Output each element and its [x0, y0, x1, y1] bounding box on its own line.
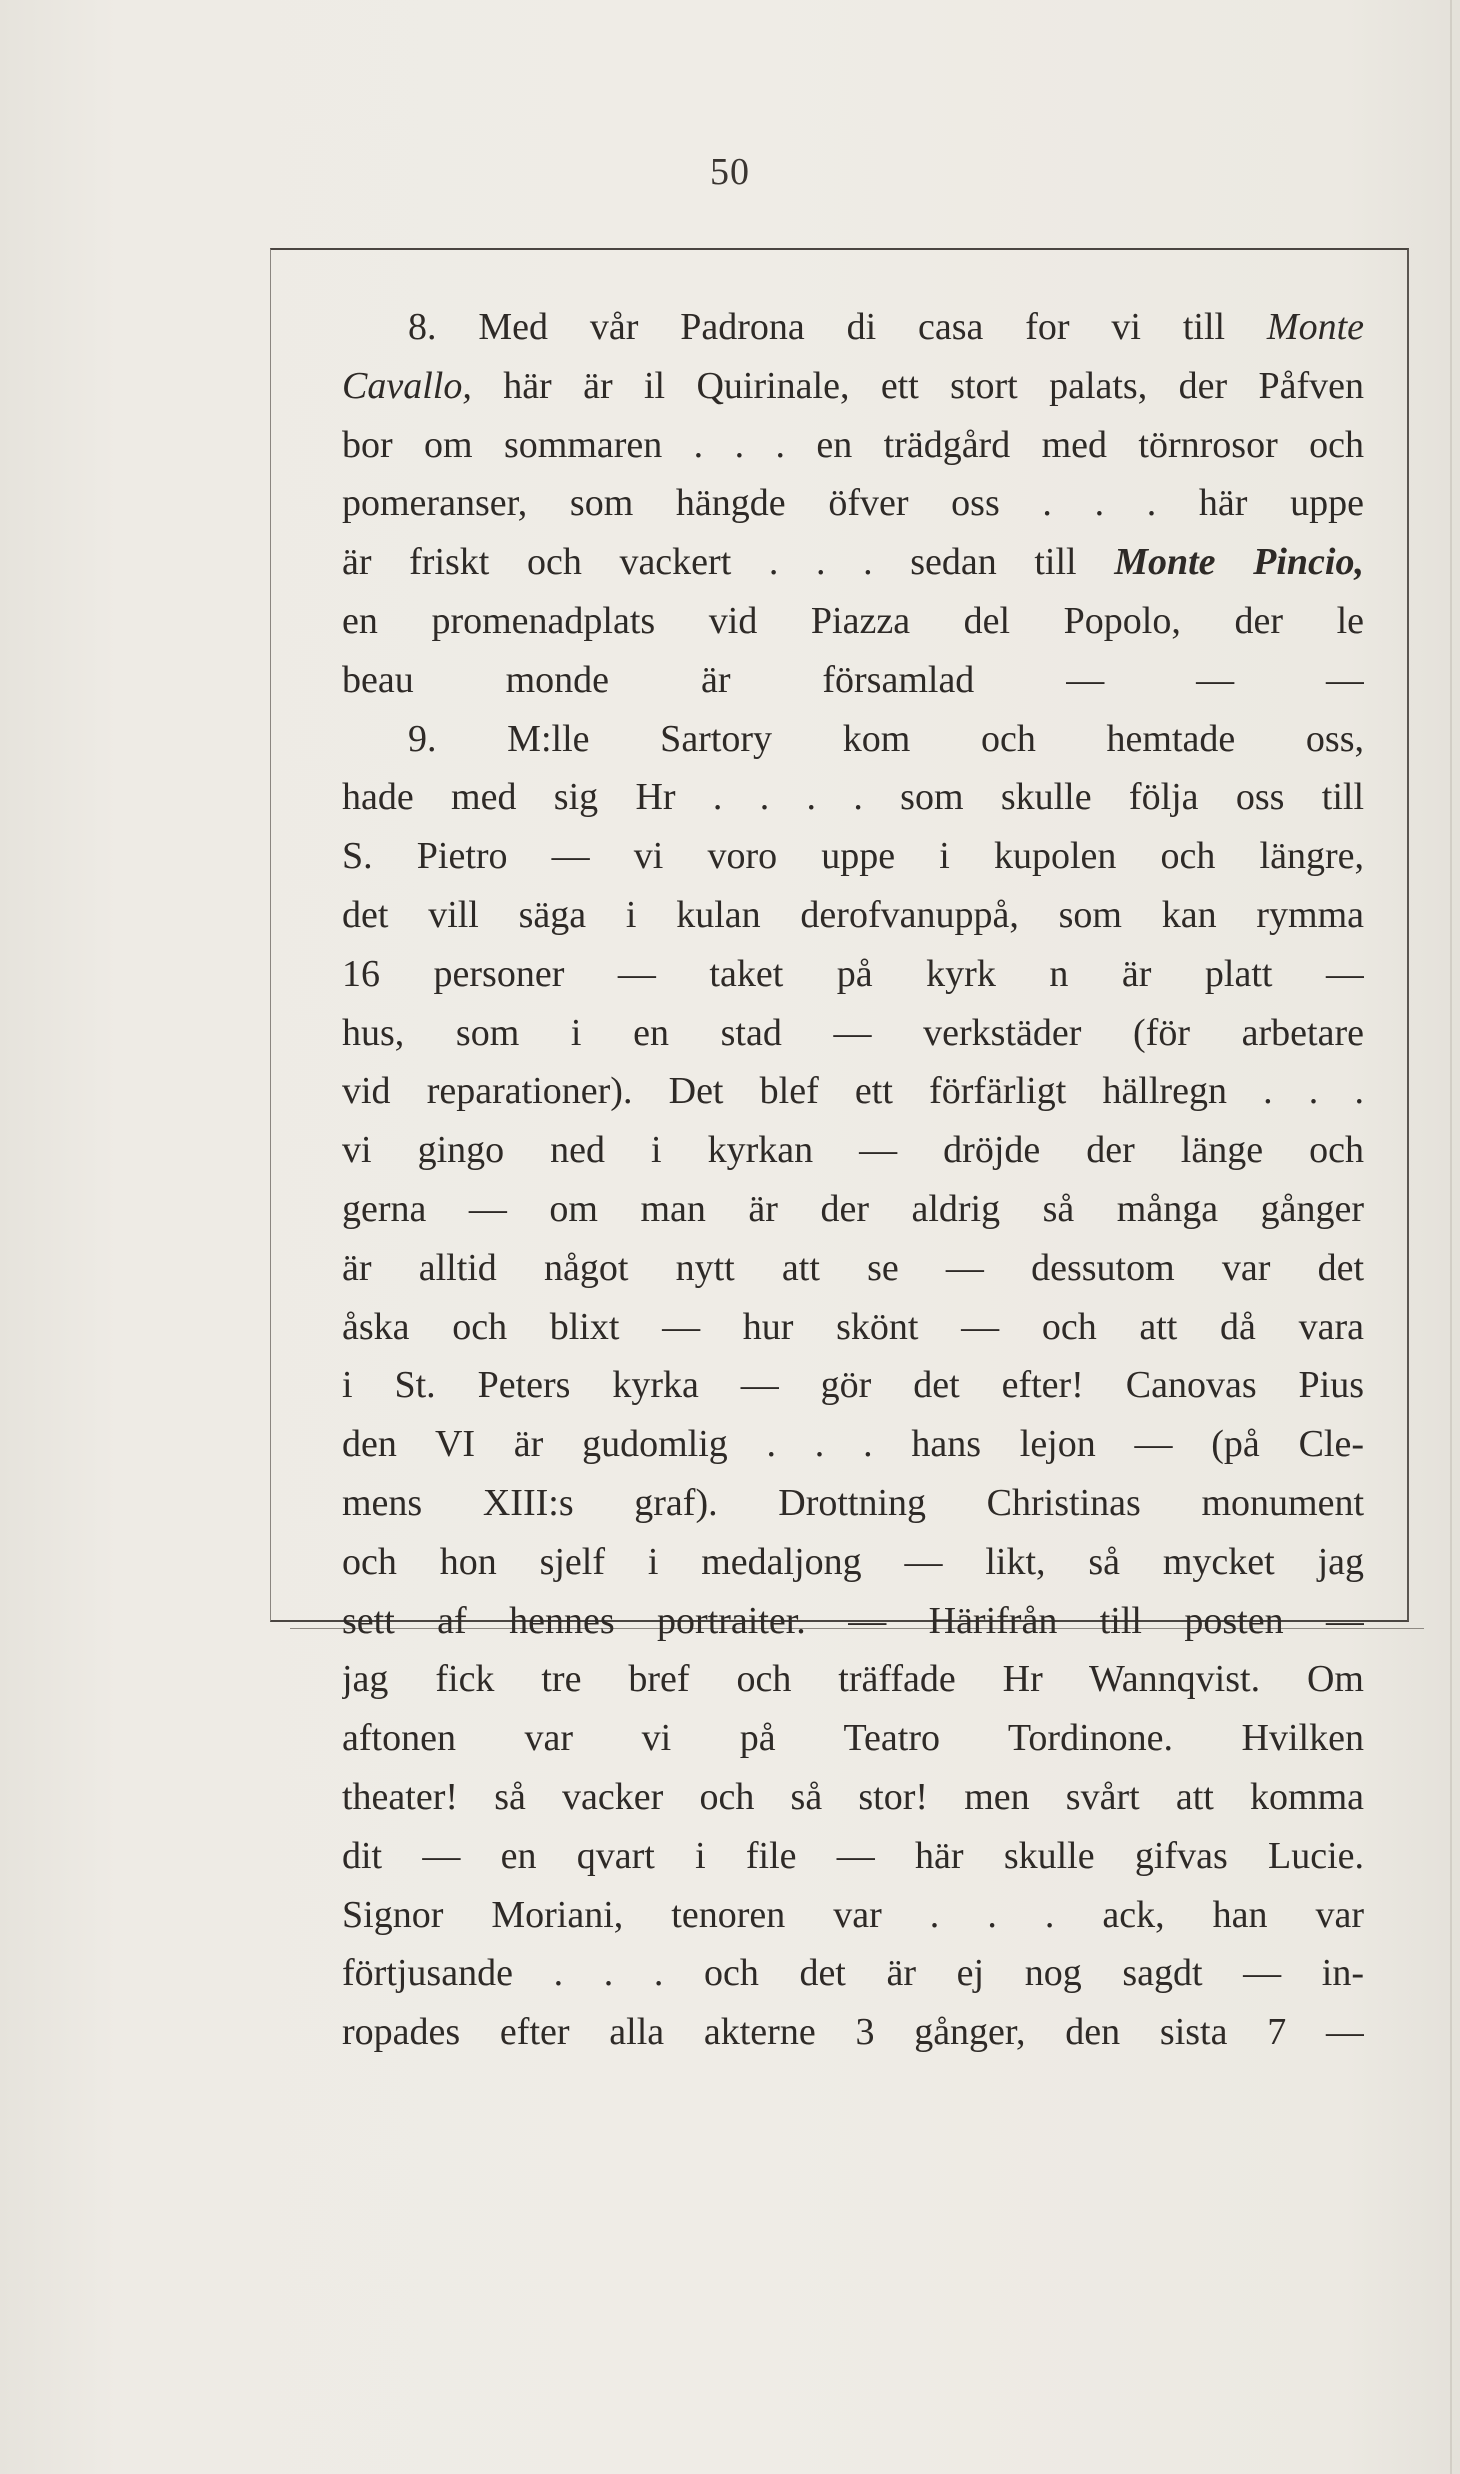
text-line — [342, 1592, 1364, 1651]
text-line — [342, 1944, 1364, 2003]
text-segment: gerna — om man är der aldrig så många gånger — [342, 1187, 1364, 1230]
text-line — [342, 1180, 1364, 1239]
text-segment: vid reparationer). Det blef ett förfärligt hällregn . . . — [342, 1070, 1364, 1113]
text-segment: Monte — [1266, 306, 1364, 348]
text-segment: mens XIII:s graf). Drottning Christinas monument — [342, 1481, 1364, 1524]
text-line — [342, 1298, 1364, 1357]
text-line — [342, 1709, 1364, 1768]
text-line — [342, 1533, 1364, 1592]
text-line — [342, 1239, 1364, 1298]
text-line — [342, 592, 1364, 651]
text-line — [342, 1004, 1364, 1063]
text-line — [342, 1650, 1364, 1709]
page-edge — [1450, 0, 1452, 2474]
text-segment: hus, som i en stad — verkstäder (för arbetare — [342, 1011, 1364, 1054]
text-segment: bor om sommaren . . . en trädgård med törnrosor och — [342, 423, 1364, 466]
text-segment: och hon sjelf i medaljong — likt, så mycket jag — [342, 1540, 1364, 1583]
text-line — [342, 533, 1364, 592]
body-text — [342, 298, 1364, 2062]
text-segment: en promenadplats vid Piazza del Popolo, der le — [342, 599, 1364, 642]
text-line — [342, 1886, 1364, 1945]
text-segment: den VI är gudomlig . . . hans lejon — (på Cle- — [342, 1423, 1364, 1466]
text-segment: pomeranser, som hängde öfver oss . . . här uppe — [342, 482, 1364, 525]
text-line — [342, 886, 1364, 945]
text-segment: jag fick tre bref och träffade Hr Wannqvist. Om — [342, 1658, 1364, 1701]
text-line — [342, 1474, 1364, 1533]
text-line — [342, 357, 1364, 416]
text-segment: S. Pietro — vi voro uppe i kupolen och längre, — [342, 835, 1364, 878]
text-line — [342, 2003, 1364, 2062]
text-segment: hade med sig Hr . . . . som skulle följa oss till — [342, 776, 1364, 819]
text-line — [342, 1356, 1364, 1415]
text-segment: 8. Med vår Padrona di casa for vi till — [408, 306, 1267, 348]
text-segment: 16 personer — taket på kyrk n är platt — — [342, 952, 1364, 995]
text-line — [342, 1415, 1364, 1474]
text-segment: åska och blixt — hur skönt — och att då vara — [342, 1305, 1364, 1348]
text-segment: i St. Peters kyrka — gör det efter! Canovas Pius — [342, 1364, 1364, 1407]
text-segment: beau monde är församlad — — — — [342, 658, 1364, 701]
text-line — [342, 651, 1364, 710]
text-line — [342, 1827, 1364, 1886]
text-line — [342, 945, 1364, 1004]
text-segment: här är il Quirinale, ett stort palats, der Påfven — [471, 364, 1364, 407]
text-segment: theater! så vacker och så stor! men svårt att komma — [342, 1775, 1364, 1818]
text-line — [342, 768, 1364, 827]
text-segment: vi gingo ned i kyrkan — dröjde der länge och — [342, 1129, 1364, 1172]
text-segment: förtjusande . . . och det är ej nog sagdt — in- — [342, 1952, 1364, 1995]
text-segment: aftonen var vi på Teatro Tordinone. Hvilken — [342, 1717, 1364, 1760]
text-line — [342, 1062, 1364, 1121]
text-segment: Cavallo, — [342, 364, 472, 407]
text-line — [342, 416, 1364, 475]
text-line — [342, 1768, 1364, 1827]
text-segment: dit — en qvart i file — här skulle gifvas Lucie. — [342, 1834, 1364, 1877]
text-segment: Signor Moriani, tenoren var . . . ack, han var — [342, 1893, 1364, 1936]
page-number: 50 — [710, 151, 750, 193]
text-segment: det vill säga i kulan derofvanuppå, som kan rymma — [342, 893, 1364, 936]
text-segment: 9. M:lle Sartory kom och hemtade oss, — [408, 717, 1364, 760]
text-line — [342, 298, 1364, 357]
text-segment: är friskt och vackert . . . sedan till — [342, 541, 1115, 584]
text-line — [342, 1121, 1364, 1180]
text-segment: Monte Pincio, — [1114, 541, 1364, 584]
text-line — [342, 827, 1364, 886]
text-segment: ropades efter alla akterne 3 gånger, den sista 7 — — [342, 2011, 1364, 2054]
text-segment: är alltid något nytt att se — dessutom var det — [342, 1246, 1364, 1289]
text-line — [342, 710, 1364, 769]
text-segment: sett af hennes portraiter. — Härifrån till posten — — [342, 1599, 1364, 1642]
text-line — [342, 474, 1364, 533]
